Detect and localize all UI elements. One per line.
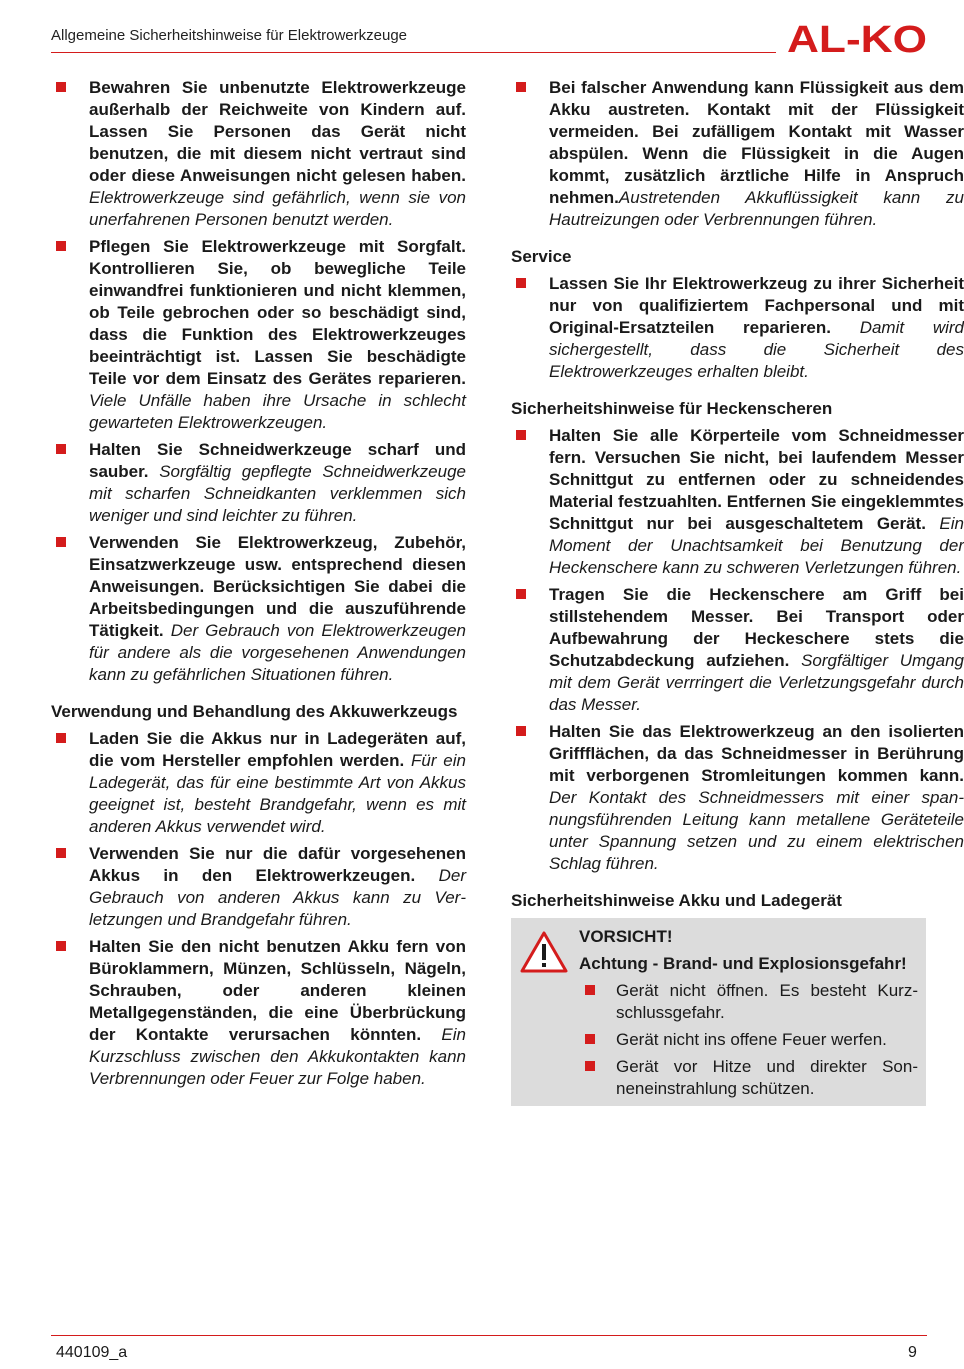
warning-box xyxy=(511,918,926,1106)
document-number: 440109_a xyxy=(56,1344,128,1361)
warning-list-item: Gerät vor Hitze und direkter Sonneneinstrahlung schützen. xyxy=(579,1056,918,1100)
header-title: Allgemeine Sicherheitshinweise für Elektrowerkzeuge xyxy=(51,27,408,44)
list-item: Halten Sie das Elektrowerkzeug an den isolierten Griffflächen, da das Schneidmesser in Berührung mit verborgenen Stromleitungen kommen kann. Der Kontakt des Schneidmessers mit einer spannungsführenden Leitung kann metallene Geräteteile unter Spannung setzen und zu einem elektrischen Schlag führen. xyxy=(511,721,964,875)
section-heading-service: Service xyxy=(511,247,572,266)
warning-list-item: Gerät nicht öffnen. Es besteht Kurzschlussgefahr. xyxy=(579,980,918,1024)
bullet-icon xyxy=(585,985,595,995)
warning-title: VORSICHT! xyxy=(579,927,673,946)
list-item: Verwenden Sie nur die dafür vorgesehenen Akkus in den Elektrowerkzeugen. Der Gebrauch von anderen Akkus kann zu Verletzungen und Brandgefahr führen. xyxy=(51,843,466,931)
left-column xyxy=(51,77,466,1095)
header-rule xyxy=(51,52,776,53)
list-item: Bewahren Sie unbenutzte Elektrowerkzeuge außerhalb der Reichweite von Kindern auf. Lassen Sie Personen das Gerät nicht benutzen, die mit diesem nicht vertraut sind oder diese Anweisungen nicht gelesen haben. Elektrowerkzeuge sind gefährlich, wenn sie von unerfahrenen Personen benutzt werden. xyxy=(51,77,466,231)
section-heading-hedge-trimmer: Sicherheitshinweise für Heckenscheren xyxy=(511,399,833,418)
list-item: Halten Sie alle Körperteile vom Schneidmesser fern. Versuchen Sie nicht, bei laufendem Messer Schnittgut zu entfernen oder zu schneidendes Material festzuahlten. Entfernen Sie eingeklemmtes Schnittgut nur bei ausgeschaltetem Gerät. Ein Moment der Unachtsamkeit bei Benutzung der Heckenschere kann zu schweren Verletzungen führen. xyxy=(511,425,964,579)
bullet-icon xyxy=(516,589,526,599)
svg-text:AL-KO: AL-KO xyxy=(787,19,927,61)
page-number: 9 xyxy=(908,1344,917,1361)
section-heading-battery-tool: Verwendung und Behandlung des Akkuwerkzeugs xyxy=(51,702,458,721)
list-item: Halten Sie den nicht benutzen Akku fern von Büroklammern, Münzen, Schlüsseln, Nägeln, Schrauben, oder anderen kleinen Metallgegenständen, die eine Überbrückung der Kontakte verursachen könnten. Ein Kurzschluss zwischen den Akkukontakten kann Verbrennungen oder Feuer zur Folge haben. xyxy=(51,936,466,1090)
right-column xyxy=(511,77,964,1106)
al-ko-logo xyxy=(787,19,927,61)
bullet-icon xyxy=(516,82,526,92)
list-item: Pflegen Sie Elektrowerkzeuge mit Sorgfalt. Kontrollieren Sie, ob bewegliche Teile einwandfrei funktionieren und nicht klemmen, ob Teile gebrochen oder so beschädigt sind, dass die Funktion des Elektrowerkzeuges beeinträchtigt ist. Lassen Sie beschädigte Teile vor dem Einsatz des Gerätes reparieren. Viele Unfälle haben ihre Ursache in schlecht gewarteten Elektrowerkzeugen. xyxy=(51,236,466,434)
list-item: Bei falscher Anwendung kann Flüssigkeit aus dem Akku austreten. Kontakt mit der Flüssigkeit vermeiden. Bei zufälligem Kontakt mit Wasser abspülen. Wenn die Flüssigkeit in die Augen kommt, zusätzlich ärztliche Hilfe in Anspruch nehmen.Austretenden Akkuflüssigkeit kann zu Hautreizungen oder Verbrennungen führen. xyxy=(511,77,964,231)
bullet-icon xyxy=(585,1034,595,1044)
footer-rule xyxy=(51,1335,927,1336)
bullet-icon xyxy=(56,444,66,454)
bullet-icon xyxy=(516,278,526,288)
bullet-icon xyxy=(56,733,66,743)
warning-list-item: Gerät nicht ins offene Feuer werfen. xyxy=(579,1029,918,1051)
list-item: Verwenden Sie Elektrowerkzeug, Zubehör, Einsatzwerkzeuge usw. entsprechend diesen Anweisungen. Berücksichtigen Sie dabei die Arbeitsbedingungen und die auszuführende Tätigkeit. Der Gebrauch von Elektrowerkzeugen für andere als die vorgesehenen Anwendungen kann zu gefährlichen Situationen führen. xyxy=(51,532,466,686)
bullet-icon xyxy=(56,537,66,547)
bullet-icon xyxy=(585,1061,595,1071)
bullet-icon xyxy=(516,726,526,736)
list-item: Lassen Sie Ihr Elektrowerkzeug zu ihrer Sicherheit nur von qualifiziertem Fachpersonal und mit Original-Ersatzteilen reparieren. Damit wird sichergestellt, dass die Sicherheit des Elektrowerkzeuges erhalten bleibt. xyxy=(511,273,964,383)
bullet-icon xyxy=(56,848,66,858)
warning-triangle-icon xyxy=(520,930,568,974)
warning-text: Achtung - Brand- und Explosionsgefahr! xyxy=(579,954,907,973)
bullet-icon xyxy=(516,430,526,440)
bullet-icon xyxy=(56,941,66,951)
list-item: Tragen Sie die Heckenschere am Griff bei stillstehendem Messer. Bei Transport oder Aufbewahrung der Heckeschere stets die Schutzabdeckung aufziehen. Sorgfältiger Umgang mit dem Gerät verrringert die Verletzungsgefahr durch das Messer. xyxy=(511,584,964,716)
bullet-icon xyxy=(56,241,66,251)
section-heading-battery-charger: Sicherheitshinweise Akku und Ladegerät xyxy=(511,891,842,910)
list-item: Halten Sie Schneidwerkzeuge scharf und sauber. Sorgfältig gepflegte Schneidwerkzeuge mit scharfen Schneidkanten verklemmen sich weniger und sind leichter zu führen. xyxy=(51,439,466,527)
bullet-icon xyxy=(56,82,66,92)
list-item: Laden Sie die Akkus nur in Ladegeräten auf, die vom Hersteller empfohlen werden. Für ein Ladegerät, das für eine bestimmte Art von Akkus geeignet ist, besteht Brandgefahr, wenn es mit anderen Akkus verwendet wird. xyxy=(51,728,466,838)
